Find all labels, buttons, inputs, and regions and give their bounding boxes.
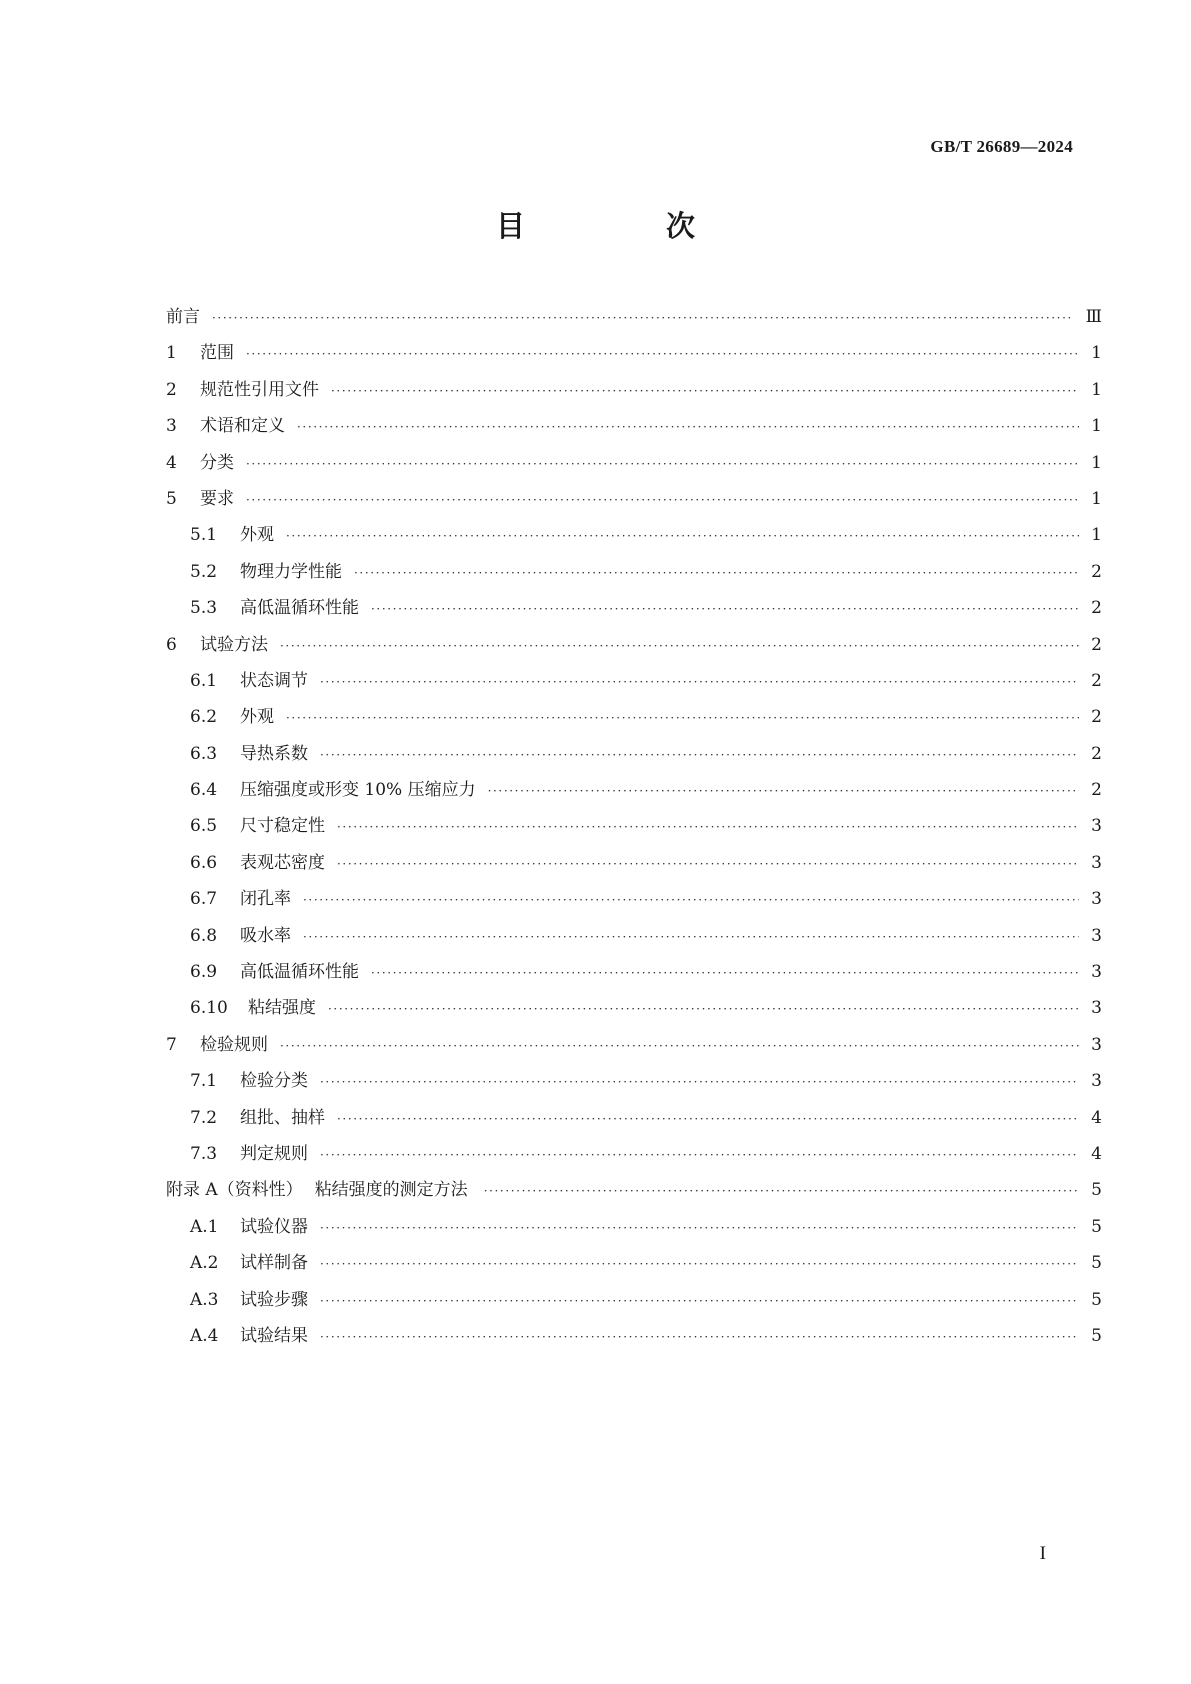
toc-entry[interactable]: [166, 557, 1102, 593]
toc-entry-label: 粘结强度的测定方法: [314, 1180, 468, 1201]
toc-entry-number: A.1: [190, 1216, 219, 1237]
toc-entry-page: 2: [1091, 780, 1102, 801]
toc-entry-number: 2: [166, 379, 177, 400]
toc-entry[interactable]: [166, 1066, 1102, 1102]
toc-entry-page: 2: [1091, 743, 1102, 764]
toc-leader-dots: [303, 893, 1079, 907]
standard-code: GB/T 26689—2024: [930, 137, 1073, 156]
toc-entry-number: 6.9: [190, 962, 218, 983]
toc-entry-page: 2: [1091, 634, 1102, 655]
toc-entry-number: 附录 A（资料性）: [166, 1180, 303, 1201]
toc-entry-label: 分类: [200, 452, 234, 473]
toc-entry-number: 7: [166, 1034, 177, 1055]
toc-entry[interactable]: [166, 630, 1102, 666]
toc-entry[interactable]: [166, 1103, 1102, 1139]
toc-entry-number: 5.2: [190, 561, 218, 582]
toc-entry-page: 5: [1091, 1325, 1102, 1346]
toc-entry[interactable]: [166, 775, 1102, 811]
toc-entry-page: Ⅲ: [1085, 307, 1102, 327]
toc-entry-number: 5.1: [190, 525, 218, 546]
toc-entry-page: 4: [1091, 1107, 1102, 1128]
toc-leader-dots: [371, 602, 1079, 616]
toc-entry-page: 1: [1091, 343, 1102, 364]
toc-entry-number: 6.5: [190, 816, 218, 837]
toc-entry-label: 状态调节: [240, 670, 308, 691]
toc-entry[interactable]: [166, 1321, 1102, 1357]
toc-entry[interactable]: [166, 593, 1102, 629]
toc-entry-label: 要求: [200, 488, 234, 509]
toc-entry[interactable]: [166, 338, 1102, 374]
toc-entry-page: 3: [1091, 816, 1102, 837]
toc-leader-dots: [320, 1257, 1079, 1271]
toc-entry-number: 5: [166, 488, 177, 509]
toc-leader-dots: [320, 1148, 1079, 1162]
toc-leader-dots: [246, 347, 1079, 361]
toc-leader-dots: [286, 711, 1079, 725]
toc-leader-dots: [286, 529, 1079, 543]
toc-leader-dots: [337, 1112, 1079, 1126]
toc-entry-page: 2: [1091, 670, 1102, 691]
toc-leader-dots: [246, 493, 1079, 507]
toc-entry-page: 1: [1091, 416, 1102, 437]
toc-entry[interactable]: [166, 811, 1102, 847]
toc-entry-number: 6.8: [190, 925, 218, 946]
toc-entry-number: A.3: [190, 1289, 219, 1310]
toc-entry[interactable]: [166, 411, 1102, 447]
toc-entry-number: 6.1: [190, 670, 218, 691]
toc-entry-page: 4: [1091, 1143, 1102, 1164]
toc-entry-label: 尺寸稳定性: [240, 816, 325, 837]
toc-entry-label: 前言: [166, 307, 200, 327]
toc-entry-number: 6.7: [190, 889, 218, 910]
toc-entry-label: 组批、抽样: [240, 1107, 325, 1128]
toc-leader-dots: [337, 857, 1079, 871]
toc-leader-dots: [484, 1184, 1079, 1198]
toc-entry-page: 3: [1091, 852, 1102, 873]
toc-entry-label: 试验步骤: [240, 1289, 308, 1310]
toc-entry[interactable]: [166, 848, 1102, 884]
toc-entry[interactable]: [166, 884, 1102, 920]
toc-entry-page: 3: [1091, 925, 1102, 946]
toc-entry-label: 闭孔率: [240, 889, 291, 910]
toc-entry[interactable]: [166, 302, 1102, 338]
toc-entry[interactable]: [166, 484, 1102, 520]
toc-entry-page: 1: [1091, 525, 1102, 546]
toc-entry[interactable]: [166, 1212, 1102, 1248]
toc-entry[interactable]: [166, 1030, 1102, 1066]
toc-entry[interactable]: [166, 448, 1102, 484]
toc-entry-page: 3: [1091, 889, 1102, 910]
toc-entry[interactable]: [166, 957, 1102, 993]
toc-entry-page: 5: [1091, 1216, 1102, 1237]
toc-leader-dots: [303, 930, 1079, 944]
toc-leader-dots: [371, 966, 1079, 980]
toc-leader-dots: [320, 1330, 1079, 1344]
page-title: 目 次: [495, 209, 751, 243]
page-folio: I: [1039, 1543, 1046, 1564]
toc-entry-number: 7.1: [190, 1071, 218, 1092]
toc-entry-label: 试验方法: [200, 634, 268, 655]
toc-entry-number: 6.3: [190, 743, 218, 764]
toc-entry-number: 4: [166, 452, 177, 473]
toc-leader-dots: [320, 1221, 1079, 1235]
toc-entry[interactable]: [166, 375, 1102, 411]
toc-entry-number: A.2: [190, 1253, 219, 1274]
toc-entry-number: 6.6: [190, 852, 218, 873]
toc-entry-label: 判定规则: [240, 1143, 308, 1164]
toc-entry-number: 3: [166, 416, 177, 437]
toc-entry-page: 2: [1091, 561, 1102, 582]
toc-entry-label: 术语和定义: [200, 416, 285, 437]
toc-entry-label: 物理力学性能: [240, 561, 342, 582]
toc-entry-number: 7.2: [190, 1107, 218, 1128]
toc-entry-page: 1: [1091, 379, 1102, 400]
toc-entry-label: 粘结强度: [248, 998, 316, 1019]
toc-entry-page: 3: [1091, 1071, 1102, 1092]
toc-leader-dots: [280, 639, 1079, 653]
toc-entry-number: 6: [166, 634, 177, 655]
toc-entry[interactable]: [166, 666, 1102, 702]
toc-leader-dots: [331, 384, 1079, 398]
toc-entry-label: 外观: [240, 525, 274, 546]
toc-entry[interactable]: [166, 739, 1102, 775]
toc-entry-page: 1: [1091, 488, 1102, 509]
toc-entry-page: 3: [1091, 998, 1102, 1019]
toc-entry-page: 2: [1091, 598, 1102, 619]
toc-entry-number: 6.10: [190, 998, 228, 1019]
toc-leader-dots: [212, 311, 1074, 325]
toc-leader-dots: [320, 1294, 1079, 1308]
table-of-contents: [166, 302, 1102, 1357]
toc-leader-dots: [354, 566, 1079, 580]
toc-entry-number: A.4: [190, 1325, 219, 1346]
toc-entry-label: 规范性引用文件: [200, 379, 319, 400]
toc-entry-number: 1: [166, 343, 177, 364]
toc-entry[interactable]: [166, 1175, 1102, 1211]
toc-leader-dots: [297, 420, 1079, 434]
toc-leader-dots: [320, 748, 1079, 762]
toc-leader-dots: [246, 457, 1079, 471]
toc-entry[interactable]: [166, 1285, 1102, 1321]
toc-leader-dots: [337, 820, 1079, 834]
toc-entry-label: 高低温循环性能: [240, 598, 359, 619]
toc-leader-dots: [320, 1075, 1079, 1089]
toc-entry-label: 高低温循环性能: [240, 962, 359, 983]
toc-entry-label: 试样制备: [240, 1253, 308, 1274]
toc-entry-number: 7.3: [190, 1143, 218, 1164]
toc-entry-label: 试验仪器: [240, 1216, 308, 1237]
toc-entry-label: 检验分类: [240, 1071, 308, 1092]
toc-entry-label: 检验规则: [200, 1034, 268, 1055]
toc-entry-label: 压缩强度或形变 10% 压缩应力: [240, 780, 476, 801]
toc-entry-label: 范围: [200, 343, 234, 364]
toc-entry-page: 3: [1091, 962, 1102, 983]
toc-entry-page: 5: [1091, 1289, 1102, 1310]
toc-entry-number: 6.4: [190, 780, 218, 801]
toc-leader-dots: [328, 1002, 1079, 1016]
toc-entry[interactable]: [166, 921, 1102, 957]
toc-entry-page: 2: [1091, 707, 1102, 728]
toc-entry-label: 外观: [240, 707, 274, 728]
toc-leader-dots: [320, 675, 1079, 689]
toc-leader-dots: [488, 784, 1080, 798]
toc-entry-page: 3: [1091, 1034, 1102, 1055]
toc-entry-number: 6.2: [190, 707, 218, 728]
toc-entry-label: 表观芯密度: [240, 852, 325, 873]
toc-entry[interactable]: [166, 520, 1102, 556]
toc-entry-label: 导热系数: [240, 743, 308, 764]
toc-entry-page: 1: [1091, 452, 1102, 473]
toc-entry-page: 5: [1091, 1253, 1102, 1274]
toc-leader-dots: [280, 1039, 1079, 1053]
toc-entry-label: 试验结果: [240, 1325, 308, 1346]
toc-entry-number: 5.3: [190, 598, 218, 619]
toc-entry[interactable]: [166, 702, 1102, 738]
toc-entry-page: 5: [1091, 1180, 1102, 1201]
toc-entry-label: 吸水率: [240, 925, 291, 946]
toc-entry[interactable]: [166, 993, 1102, 1029]
toc-entry[interactable]: [166, 1248, 1102, 1284]
toc-entry[interactable]: [166, 1139, 1102, 1175]
